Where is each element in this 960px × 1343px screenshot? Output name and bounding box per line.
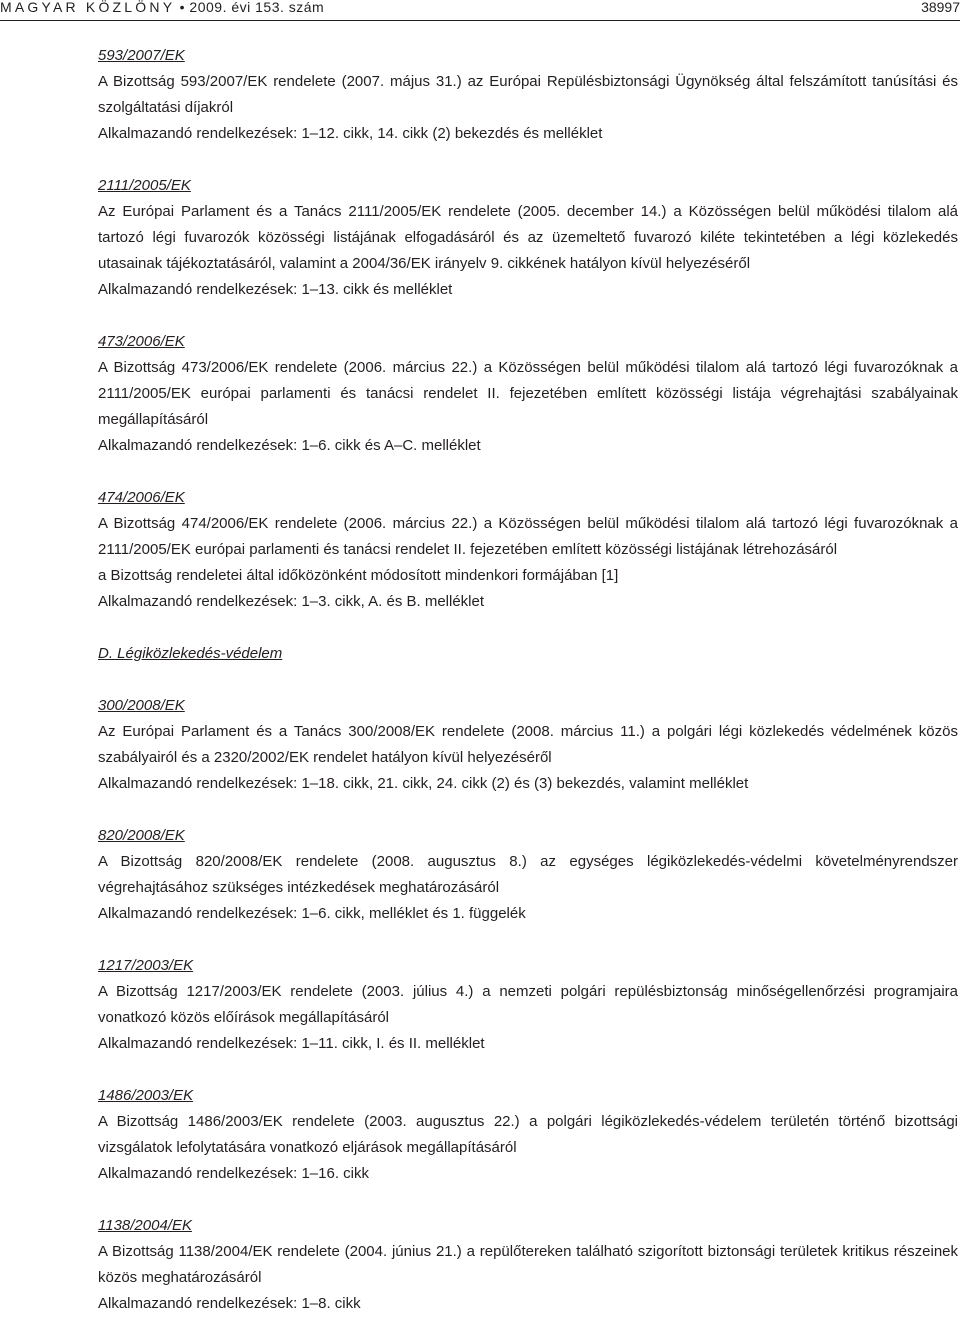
applicable-provisions: Alkalmazandó rendelkezések: 1–11. cikk, I. és II. melléklet <box>98 1035 485 1052</box>
regulation-code: 820/2008/EK <box>98 827 185 844</box>
issue-label: 2009. évi 153. szám <box>189 0 325 15</box>
regulation-code: 1138/2004/EK <box>98 1217 192 1234</box>
regulation-entry <box>98 1083 958 1187</box>
regulation-entry <box>98 693 958 797</box>
applicable-provisions: Alkalmazandó rendelkezések: 1–13. cikk és melléklet <box>98 281 453 298</box>
regulation-code: 474/2006/EK <box>98 489 185 506</box>
document-body <box>98 43 958 1343</box>
regulation-entry <box>98 173 958 303</box>
regulation-title: A Bizottság 593/2007/EK rendelete (2007. május 31.) az Európai Repülésbiztonsági Ügynökség által felszámított tanúsítási és szolgáltatási díjakról <box>98 73 958 116</box>
regulation-title: Az Európai Parlament és a Tanács 2111/2005/EK rendelete (2005. december 14.) a Közösségen belül működési tilalom alá tartozó légi fuvarozók közösségi listájának elfogadásáról és az üzemeltető fuvarozó kiléte tekintetében a légi közlekedés utasainak tájékoztatásáról, valamint a 2004/36/EK irányelv 9. cikkének hatályon kívül helyezéséről <box>98 203 958 272</box>
applicable-provisions: Alkalmazandó rendelkezések: 1–8. cikk <box>98 1295 361 1312</box>
regulation-code: 593/2007/EK <box>98 47 185 64</box>
section-heading: D. Légiközlekedés-védelem <box>98 645 283 662</box>
regulation-title: A Bizottság 1486/2003/EK rendelete (2003. augusztus 22.) a polgári légiközlekedés-védelem területén történő bizottsági vizsgálatok lefolytatására vonatkozó eljárások megállapításáról <box>98 1113 958 1156</box>
regulation-title: A Bizottság 820/2008/EK rendelete (2008. augusztus 8.) az egységes légiközlekedés-védelmi követelményrendszer végrehajtásához szükséges intézkedések meghatározásáról <box>98 853 958 896</box>
regulation-code: 1486/2003/EK <box>98 1087 194 1104</box>
applicable-provisions: Alkalmazandó rendelkezések: 1–16. cikk <box>98 1165 369 1182</box>
regulation-entry <box>98 43 958 147</box>
publication-name: MAGYAR KÖZLÖNY <box>0 0 176 15</box>
page-header <box>0 0 960 22</box>
applicable-provisions: Alkalmazandó rendelkezések: 1–18. cikk, 21. cikk, 24. cikk (2) és (3) bekezdés, valamint melléklet <box>98 775 749 792</box>
regulation-entry <box>98 953 958 1057</box>
applicable-provisions: Alkalmazandó rendelkezések: 1–12. cikk, 14. cikk (2) bekezdés és melléklet <box>98 125 603 142</box>
regulation-entry <box>98 485 958 615</box>
regulation-entry <box>98 823 958 927</box>
applicable-provisions: Alkalmazandó rendelkezések: 1–6. cikk, melléklet és 1. függelék <box>98 905 526 922</box>
regulation-title: A Bizottság 1138/2004/EK rendelete (2004. június 21.) a repülőtereken található szigorított biztonsági területek kritikus részeinek közös meghatározásáról <box>98 1243 958 1286</box>
regulation-entry <box>98 329 958 459</box>
regulation-note: a Bizottság rendeletei által időközönként módosított mindenkori formájában [1] <box>98 567 619 584</box>
applicable-provisions: Alkalmazandó rendelkezések: 1–3. cikk, A. és B. melléklet <box>98 593 485 610</box>
page-number: 38997 <box>921 0 960 15</box>
regulation-code: 2111/2005/EK <box>98 177 191 194</box>
regulation-code: 300/2008/EK <box>98 697 185 714</box>
regulation-code: 473/2006/EK <box>98 333 185 350</box>
regulation-title: Az Európai Parlament és a Tanács 300/2008/EK rendelete (2008. március 11.) a polgári légi közlekedés védelmének közös szabályairól és a 2320/2002/EK rendelet hatályon kívül helyezéséről <box>98 723 958 766</box>
header-left <box>0 0 324 14</box>
regulation-code: 1217/2003/EK <box>98 957 194 974</box>
regulation-title: A Bizottság 474/2006/EK rendelete (2006. március 22.) a Közösségen belül működési tilalom alá tartozó légi fuvarozóknak a 2111/2005/EK európai parlamenti és tanácsi rendelet II. fejezetében említett közösségi listájának létrehozásáról <box>98 515 958 558</box>
regulation-entry <box>98 1213 958 1317</box>
regulation-title: A Bizottság 1217/2003/EK rendelete (2003. július 4.) a nemzeti polgári repülésbiztonság minőségellenőrzési programjaira vonatkozó közös előírások megállapításáról <box>98 983 958 1026</box>
regulation-title: A Bizottság 473/2006/EK rendelete (2006. március 22.) a Közösségen belül működési tilalom alá tartozó légi fuvarozóknak a 2111/2005/EK európai parlamenti és tanácsi rendelet II. fejezetében említett közösségi listája végrehajtási szabályainak megállapításáról <box>98 359 958 428</box>
bullet-separator: • <box>179 0 186 15</box>
header-rule <box>0 20 960 21</box>
applicable-provisions: Alkalmazandó rendelkezések: 1–6. cikk és A–C. melléklet <box>98 437 481 454</box>
